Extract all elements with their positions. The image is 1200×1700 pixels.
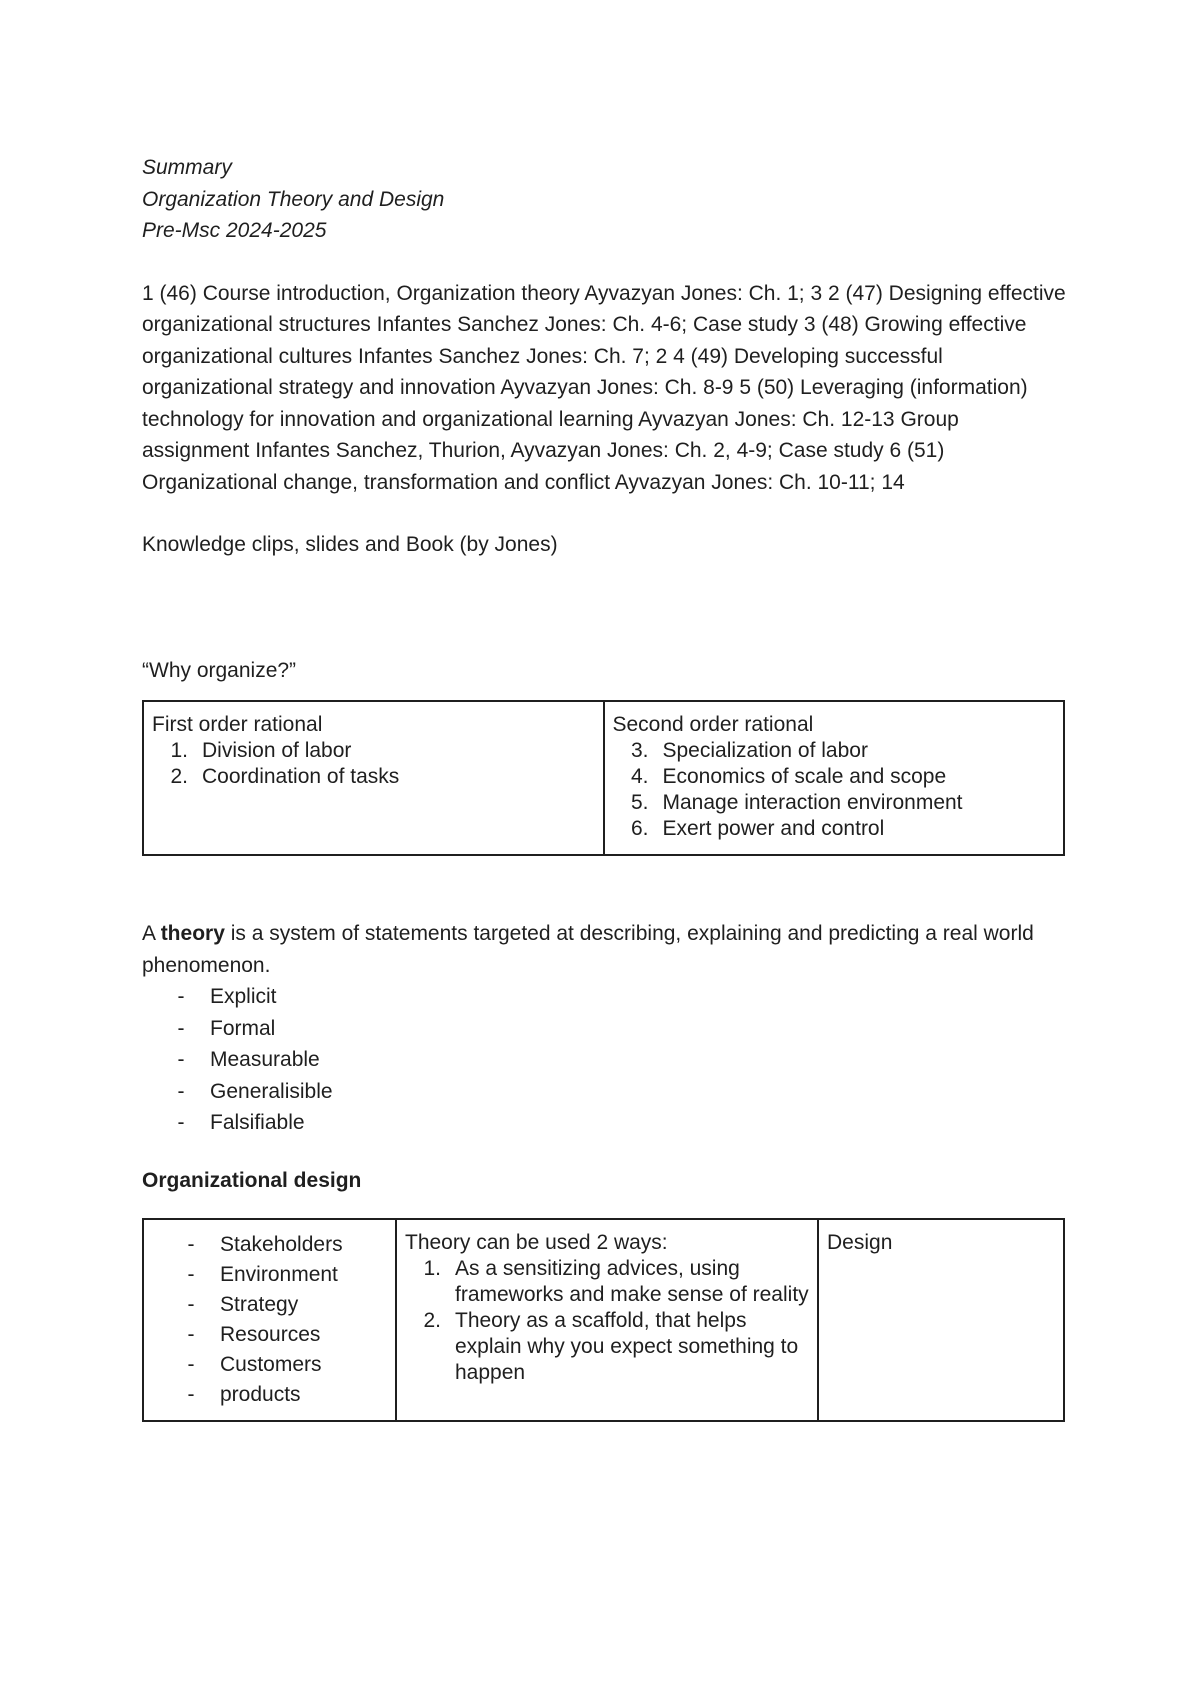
list-text: Generalisible — [210, 1079, 333, 1103]
theory-properties-list — [142, 981, 1066, 1139]
list-text: Stakeholders — [220, 1233, 343, 1256]
list-text: products — [220, 1383, 301, 1406]
design-cell — [818, 1219, 1064, 1421]
dash-bullet: - — [177, 1079, 185, 1103]
document-page — [142, 152, 1066, 1422]
list-number: 1. — [170, 739, 188, 762]
list-number: 2. — [170, 765, 188, 788]
org-design-heading: Organizational design — [142, 1168, 362, 1192]
list-item — [152, 764, 595, 790]
list-item — [613, 816, 1056, 842]
list-text: Strategy — [220, 1293, 299, 1316]
list-item — [613, 790, 1056, 816]
sources-line: Knowledge clips, slides and Book (by Jones) — [142, 533, 558, 556]
list-text: As a sensitizing advices, using frameworks and make sense of reality — [455, 1257, 809, 1306]
dash-bullet: - — [187, 1263, 195, 1286]
list-number: 1. — [423, 1257, 441, 1280]
list-text: Formal — [210, 1016, 276, 1040]
dash-bullet: - — [187, 1353, 195, 1376]
first-order-title: First order rational — [152, 713, 323, 736]
course-schedule-paragraph: 1 (46) Course introduction, Organization theory Ayvazyan Jones: Ch. 1; 3 2 (47) Designing effective organizational structures Infantes Sanchez Jones: Ch. 4-6; Case study 3 (48) Growing effective organizational cultures Infantes Sanchez Jones: Ch. 7; 2 4 (49) Developing successful organizational strategy and innovation Ayvazyan Jones: Ch. 8-9 5 (50) Leveraging (information) technology for innovation and organizational learning Ayvazyan Jones: Ch. 12-13 Group assignment Infantes Sanchez, Thurion, Ayvazyan Jones: Ch. 2, 4-9; Case study 6 (51) Organizational change, transformation and conflict Ayvazyan Jones: Ch. 10-11; 14 — [142, 281, 1066, 494]
list-text: Specialization of labor — [662, 739, 868, 762]
list-text: Customers — [220, 1353, 322, 1376]
dash-bullet: - — [187, 1323, 195, 1346]
second-order-cell — [604, 701, 1065, 855]
design-factors-list — [152, 1230, 387, 1410]
list-text: Theory as a scaffold, that helps explain why you expect something to happen — [455, 1309, 799, 1384]
list-text: Explicit — [210, 985, 277, 1008]
second-order-title: Second order rational — [612, 713, 814, 736]
list-item — [142, 1013, 1066, 1045]
first-order-cell — [143, 701, 604, 855]
dash-bullet: - — [177, 1016, 185, 1040]
list-item — [152, 1350, 387, 1380]
list-item — [142, 1076, 1066, 1108]
theory-term: theory — [160, 922, 225, 945]
dash-bullet: - — [177, 985, 185, 1008]
list-item — [405, 1308, 809, 1386]
list-item — [405, 1256, 809, 1308]
first-order-list — [152, 738, 595, 790]
list-text: Measurable — [210, 1048, 320, 1071]
design-title: Design — [827, 1231, 893, 1254]
doc-course-title: Organization Theory and Design — [142, 187, 445, 211]
theory-rest: is a system of statements targeted at describing, explaining and predicting a real world phenomenon. — [142, 922, 1034, 977]
theory-prefix: A — [142, 922, 161, 945]
list-item — [152, 1260, 387, 1290]
doc-program-year: Pre-Msc 2024-2025 — [142, 219, 327, 242]
list-text: Environment — [220, 1263, 338, 1286]
second-order-list — [613, 738, 1056, 842]
list-item — [152, 1380, 387, 1410]
dash-bullet: - — [187, 1233, 195, 1256]
dash-bullet: - — [177, 1048, 185, 1071]
org-design-table — [142, 1218, 1065, 1422]
list-item — [142, 1107, 1066, 1139]
dash-bullet: - — [187, 1293, 195, 1316]
list-item — [152, 1320, 387, 1350]
list-item — [152, 1230, 387, 1260]
why-organize-heading: “Why organize?” — [142, 658, 297, 682]
list-number: 4. — [630, 765, 649, 788]
list-text: Falsifiable — [210, 1111, 305, 1134]
list-item — [142, 1044, 1066, 1076]
doc-label-summary: Summary — [142, 156, 232, 179]
list-number: 6. — [630, 817, 649, 840]
list-text: Manage interaction environment — [662, 791, 963, 814]
list-item — [152, 1290, 387, 1320]
design-factors-cell — [143, 1219, 396, 1421]
list-text: Resources — [220, 1323, 321, 1346]
list-item — [142, 981, 1066, 1013]
list-number: 5. — [630, 791, 649, 814]
dash-bullet: - — [177, 1111, 185, 1134]
list-item — [613, 764, 1056, 790]
list-text: Economics of scale and scope — [662, 765, 947, 788]
list-text: Coordination of tasks — [202, 765, 400, 788]
list-text: Exert power and control — [662, 817, 885, 840]
list-item — [613, 738, 1056, 764]
theory-definition — [142, 918, 1066, 981]
dash-bullet: - — [187, 1383, 195, 1406]
list-number: 2. — [423, 1309, 441, 1332]
list-item — [152, 738, 595, 764]
list-number: 3. — [630, 739, 649, 762]
rational-table — [142, 700, 1065, 856]
theory-usage-cell — [396, 1219, 818, 1421]
theory-usage-title: Theory can be used 2 ways: — [405, 1231, 668, 1254]
list-text: Division of labor — [202, 739, 352, 762]
theory-usage-list — [405, 1256, 809, 1386]
